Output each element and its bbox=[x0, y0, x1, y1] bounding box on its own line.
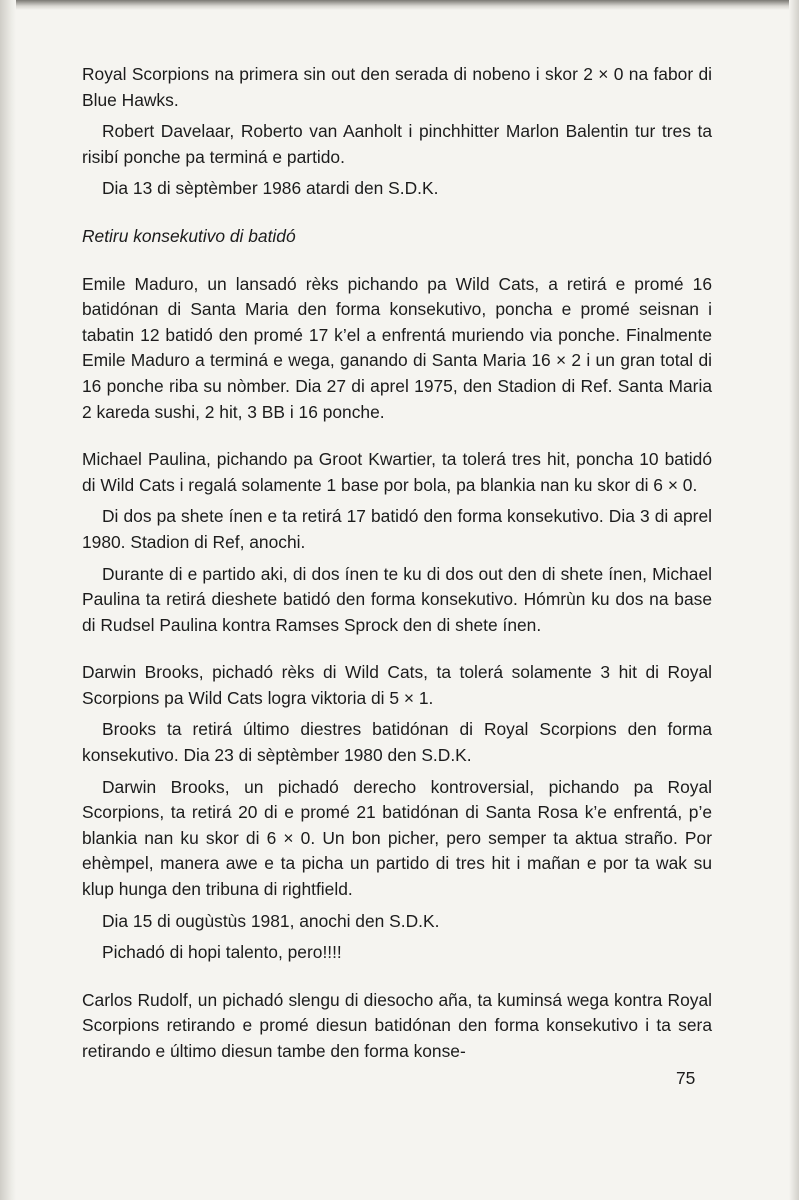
paragraph: Pichadó di hopi talento, pero!!!! bbox=[102, 942, 342, 963]
paragraph: Brooks ta retirá último diestres batidónan di Royal Scorpions den forma konsekutivo. Dia 23 di sèptèmber 1980 den S.D.K. bbox=[82, 719, 712, 766]
paragraph: Royal Scorpions na primera sin out den serada di nobeno i skor 2 × 0 na fabor di Blue Hawks. bbox=[82, 64, 712, 110]
paragraph: Darwin Brooks, un pichadó derecho kontroversial, pichando pa Royal Scorpions, ta retirá 20 di e promé 21 batidónan di Santa Rosa k’e enfrentá, p’e blankia nan ku skor di 6 × 0. Un bon picher, pero semper ta aktua straño. Por ehèmpel, manera awe e ta picha un partido di tres hit i mañan e por ta wak su klup hunga den tribuna di rightfield. bbox=[82, 776, 712, 900]
paragraph: Durante di e partido aki, di dos ínen te ku di dos out den di shete ínen, Michael Paulina ta retirá dieshete batidó den forma konsekutivo. Hómrùn ku dos na base di Rudsel Paulina kontra Ramses Sprock den di shete ínen. bbox=[82, 563, 712, 635]
page-number: 75 bbox=[676, 1068, 696, 1088]
paragraph: Emile Maduro, un lansadó rèks pichando pa Wild Cats, a retirá e promé 16 batidónan di Santa Maria den forma konsekutivo, poncha e promé seisnan i tabatin 12 batidó den promé 17 k’el a enfrentá muriendo via ponche. Finalmente Emile Maduro a terminá e wega, ganando di Santa Maria 16 × 2 i un gran total di 16 ponche riba su nòmber. Dia 27 di aprel 1975, den Stadion di Ref. Santa Maria 2 kareda sushi, 2 hit, 3 BB i 16 ponche. bbox=[82, 273, 712, 422]
section-heading: Retiru konsekutivo di batidó bbox=[82, 225, 296, 246]
paragraph: Carlos Rudolf, un pichadó slengu di diesocho aña, ta kuminsá wega kontra Royal Scorpions retirando e promé diesun batidónan den forma konsekutivo i ta sera retirando e último diesun tambe den forma konse- bbox=[82, 989, 712, 1061]
book-spine-shadow bbox=[0, 0, 16, 1200]
paragraph: Dia 15 di ougùstùs 1981, anochi den S.D.K. bbox=[102, 910, 440, 931]
page-right-edge bbox=[789, 0, 799, 1200]
paragraph: Dia 13 di sèptèmber 1986 atardi den S.D.K. bbox=[102, 178, 439, 199]
paragraph: Robert Davelaar, Roberto van Aanholt i pinchhitter Marlon Balentin tur tres ta risibí ponche pa terminá e partido. bbox=[82, 121, 712, 167]
page-body bbox=[82, 62, 712, 1065]
paragraph: Darwin Brooks, pichadó rèks di Wild Cats, ta tolerá solamente 3 hit di Royal Scorpions pa Wild Cats logra viktoria di 5 × 1. bbox=[82, 662, 712, 708]
paragraph: Di dos pa shete ínen e ta retirá 17 batidó den forma konsekutivo. Dia 3 di aprel 1980. Stadion di Ref, anochi. bbox=[82, 506, 712, 552]
paragraph: Michael Paulina, pichando pa Groot Kwartier, ta tolerá tres hit, poncha 10 batidó di Wild Cats i regalá solamente 1 base por bola, pa blankia nan ku skor di 6 × 0. bbox=[82, 449, 712, 495]
page-top-edge bbox=[0, 0, 799, 10]
